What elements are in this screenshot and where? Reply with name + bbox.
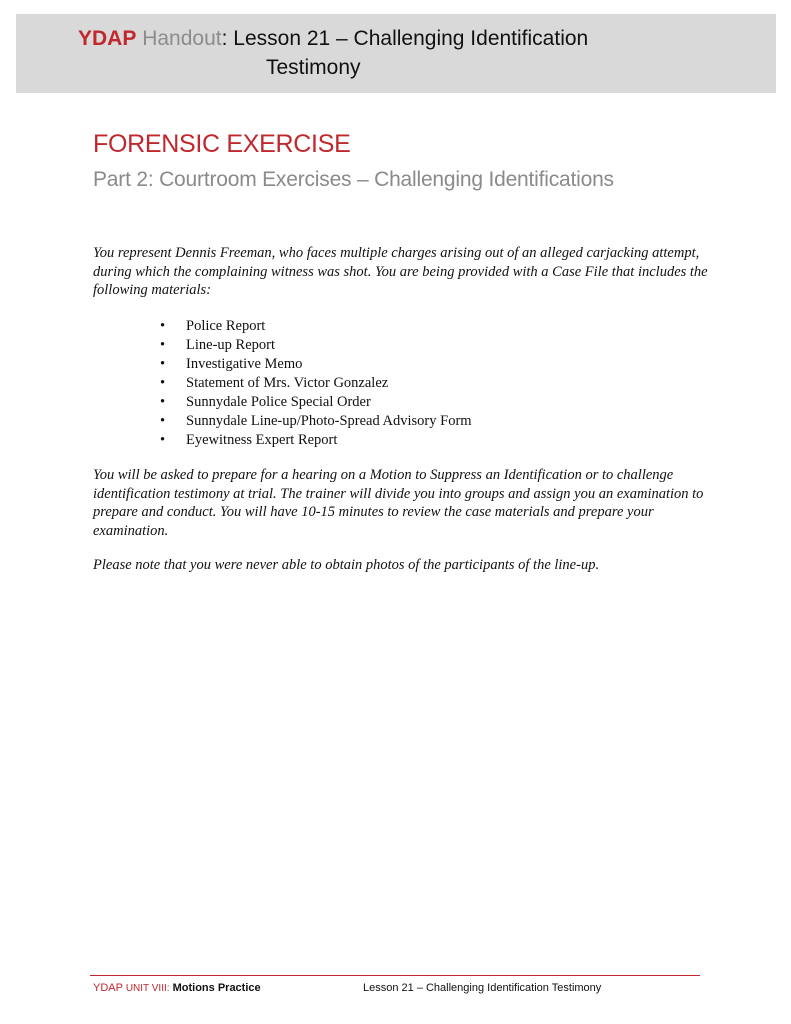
bullet-icon: • (160, 394, 166, 410)
bullet-icon: • (160, 356, 166, 372)
materials-list (160, 317, 472, 450)
bullet-icon: • (160, 337, 166, 353)
list-item-label: Eyewitness Expert Report (186, 432, 338, 448)
list-item-label: Statement of Mrs. Victor Gonzalez (186, 375, 389, 391)
list-item-label: Investigative Memo (186, 356, 303, 372)
list-item-label: Sunnydale Line-up/Photo-Spread Advisory Form (186, 413, 472, 429)
list-item-label: Police Report (186, 318, 266, 334)
header-handout-label: Handout (142, 27, 222, 50)
footer-lesson: Lesson 21 – Challenging Identification Testimony (363, 982, 602, 994)
list-item-label: Sunnydale Police Special Order (186, 394, 371, 410)
footer-unit-label: UNIT VIII: (125, 983, 170, 994)
footer-unit (93, 982, 261, 994)
note-paragraph: Please note that you were never able to obtain photos of the participants of the line-up. (93, 557, 600, 573)
list-item (160, 355, 472, 374)
list-item (160, 393, 472, 412)
bullet-icon: • (160, 432, 166, 448)
section-subtitle: Part 2: Courtroom Exercises – Challenging Identifications (93, 168, 614, 191)
list-item (160, 412, 472, 431)
list-item-label: Line-up Report (186, 337, 275, 353)
list-item (160, 431, 472, 450)
list-item (160, 374, 472, 393)
footer-brand: YDAP (93, 982, 123, 994)
list-item (160, 336, 472, 355)
followup-paragraph: You will be asked to prepare for a hearing on a Motion to Suppress an Identification or to challenge identification testimony at trial. The trainer will divide you into groups and assign you an examination to prepare and conduct. You will have 10-15 minutes to review the case materials and prepare your examination. (93, 467, 704, 539)
header-lesson-title: Lesson 21 – Challenging Identification (233, 27, 589, 50)
bullet-icon: • (160, 413, 166, 429)
footer-divider (90, 975, 700, 976)
section-title: FORENSIC EXERCISE (93, 130, 351, 158)
bullet-icon: • (160, 375, 166, 391)
list-item (160, 317, 472, 336)
bullet-icon: • (160, 318, 166, 334)
header-colon: : (221, 27, 228, 50)
page-header-title (78, 24, 718, 82)
intro-paragraph: You represent Dennis Freeman, who faces multiple charges arising out of an alleged carjacking attempt, during which the complaining witness was shot. You are being provided with a Case File that includes the following materials: (93, 245, 708, 298)
footer-topic: Motions Practice (172, 982, 261, 994)
header-brand: YDAP (78, 27, 137, 50)
header-lesson-title-line2: Testimony (266, 56, 361, 79)
